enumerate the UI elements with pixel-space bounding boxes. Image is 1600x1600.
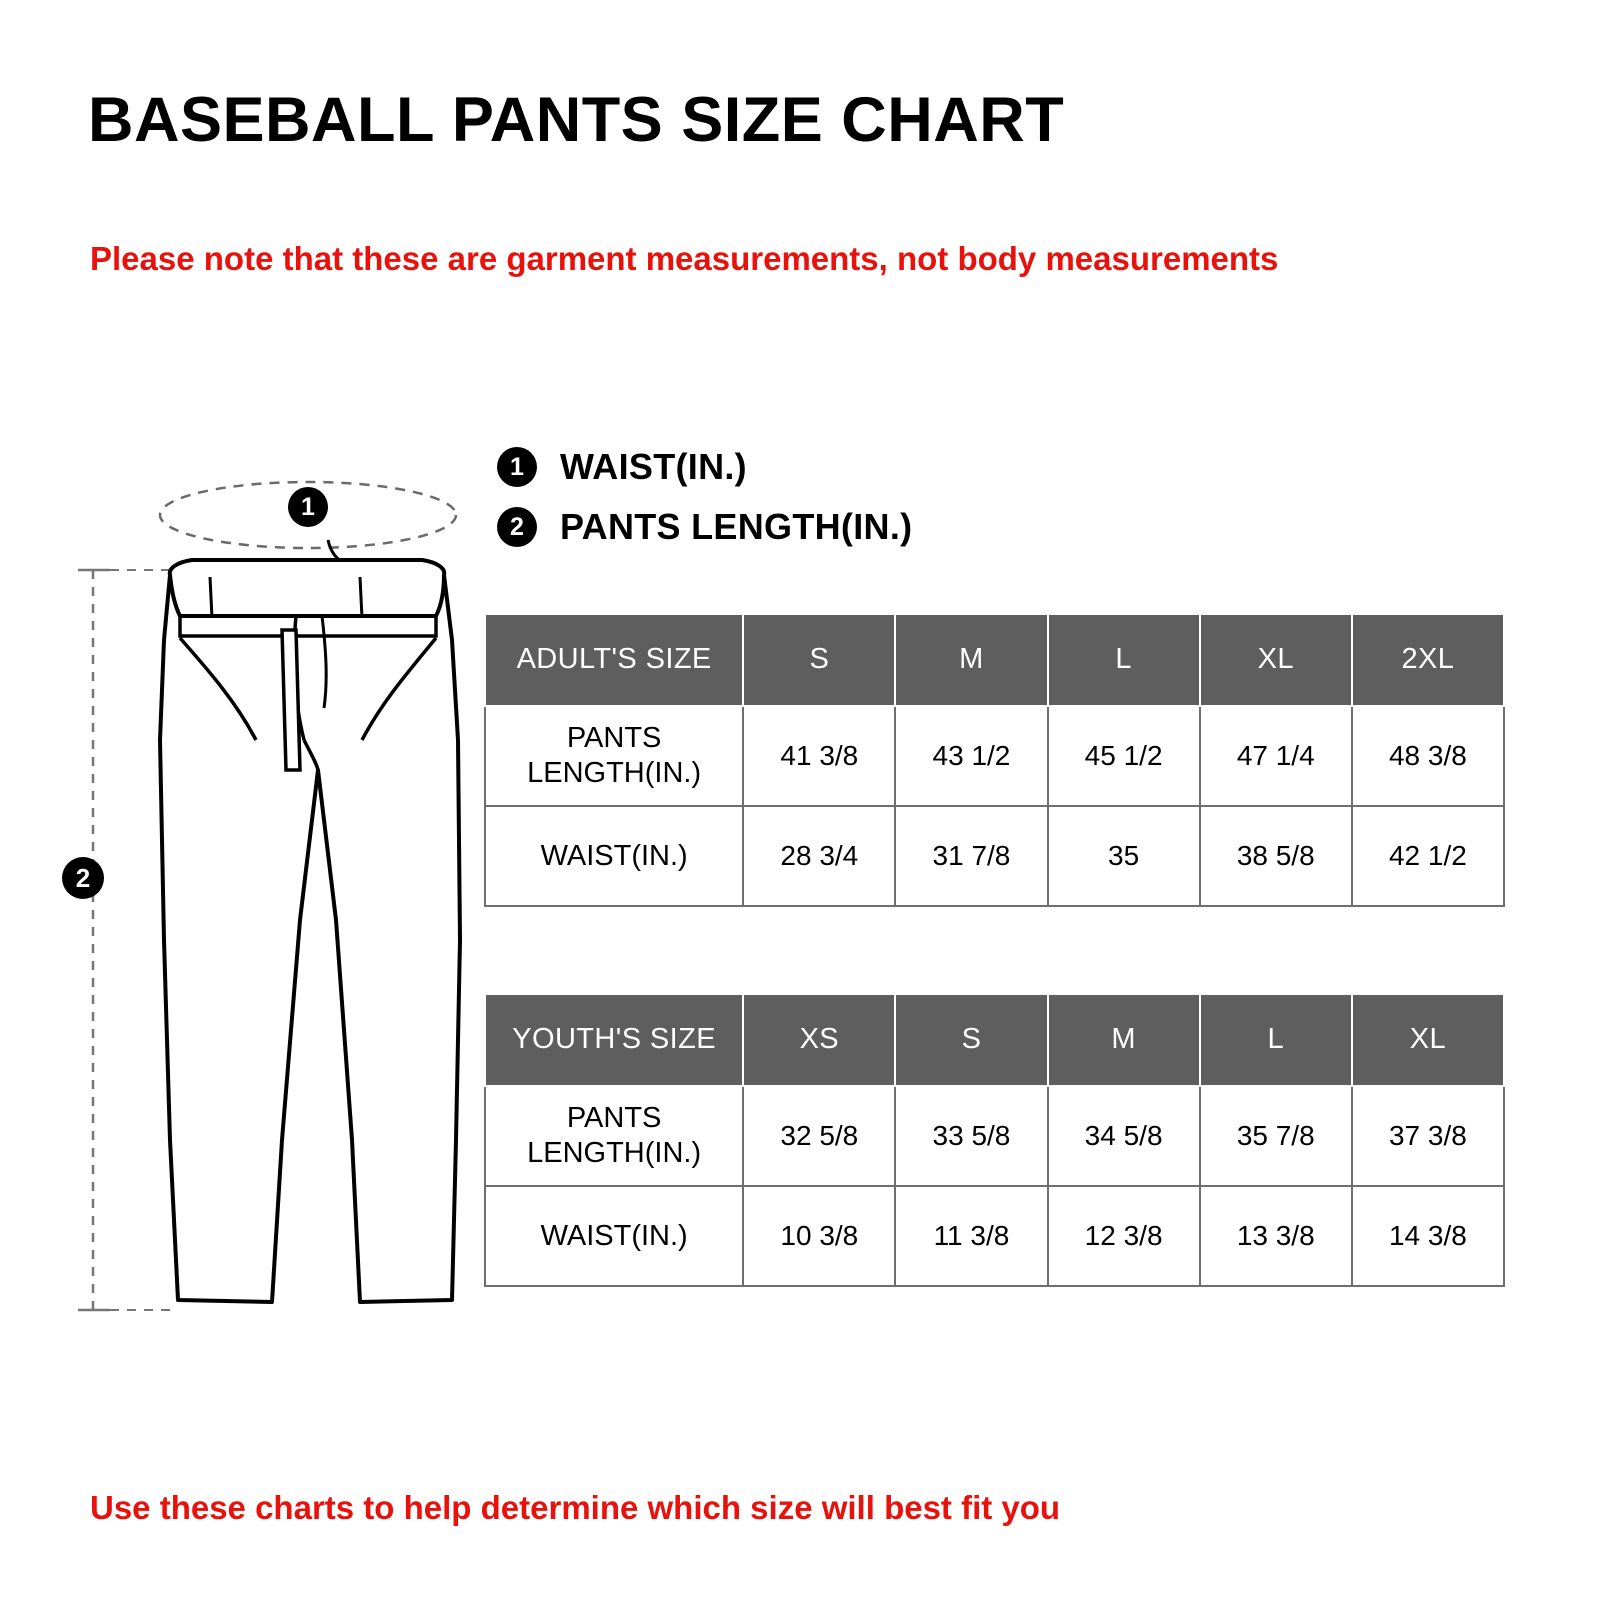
page-title: BASEBALL PANTS SIZE CHART — [88, 85, 1065, 155]
marker-waist-number-icon: 1 — [288, 487, 328, 527]
table-header-row — [485, 614, 1504, 706]
adults-row-label-waist: WAIST(IN.) — [485, 806, 743, 906]
youth-pants-length-xs: 32 5/8 — [743, 1086, 895, 1186]
footer-note: Use these charts to help determine which size will best fit you — [90, 1489, 1061, 1526]
number-2-icon: 2 — [497, 507, 537, 547]
table-row — [485, 806, 1504, 906]
garment-measurement-note: Please note that these are garment measurements, not body measurements — [90, 240, 1279, 277]
adults-col-l: L — [1048, 614, 1200, 706]
table-row — [485, 1186, 1504, 1286]
youth-waist-xl: 14 3/8 — [1352, 1186, 1504, 1286]
adults-size-header: ADULT'S SIZE — [485, 614, 743, 706]
youth-size-table — [484, 993, 1505, 1287]
adults-waist-l: 35 — [1048, 806, 1200, 906]
adults-row-label-pants-length: PANTS LENGTH(IN.) — [485, 706, 743, 806]
number-1-icon: 1 — [497, 447, 537, 487]
legend — [497, 446, 912, 566]
youth-col-l: L — [1200, 994, 1352, 1086]
youth-size-header: YOUTH'S SIZE — [485, 994, 743, 1086]
youth-col-xs: XS — [743, 994, 895, 1086]
youth-pants-length-m: 34 5/8 — [1048, 1086, 1200, 1186]
adults-col-s: S — [743, 614, 895, 706]
pants-diagram — [60, 440, 490, 1330]
adults-waist-m: 31 7/8 — [895, 806, 1047, 906]
table-row — [485, 1086, 1504, 1186]
adults-pants-length-l: 45 1/2 — [1048, 706, 1200, 806]
table-row — [485, 706, 1504, 806]
adults-pants-length-xl: 47 1/4 — [1200, 706, 1352, 806]
adults-pants-length-s: 41 3/8 — [743, 706, 895, 806]
youth-waist-l: 13 3/8 — [1200, 1186, 1352, 1286]
marker-length-number-icon: 2 — [62, 857, 104, 899]
youth-col-s: S — [895, 994, 1047, 1086]
adults-pants-length-m: 43 1/2 — [895, 706, 1047, 806]
legend-item-waist — [497, 446, 912, 488]
youth-row-label-pants-length: PANTS LENGTH(IN.) — [485, 1086, 743, 1186]
legend-item-pants-length — [497, 506, 912, 548]
youth-row-label-waist: WAIST(IN.) — [485, 1186, 743, 1286]
adults-col-m: M — [895, 614, 1047, 706]
youth-pants-length-s: 33 5/8 — [895, 1086, 1047, 1186]
adults-col-2xl: 2XL — [1352, 614, 1504, 706]
youth-waist-s: 11 3/8 — [895, 1186, 1047, 1286]
youth-waist-xs: 10 3/8 — [743, 1186, 895, 1286]
youth-col-m: M — [1048, 994, 1200, 1086]
table-header-row — [485, 994, 1504, 1086]
youth-pants-length-l: 35 7/8 — [1200, 1086, 1352, 1186]
adults-pants-length-2xl: 48 3/8 — [1352, 706, 1504, 806]
adults-waist-xl: 38 5/8 — [1200, 806, 1352, 906]
legend-label-waist: WAIST(IN.) — [560, 446, 747, 487]
youth-col-xl: XL — [1352, 994, 1504, 1086]
adults-waist-s: 28 3/4 — [743, 806, 895, 906]
adults-size-table — [484, 613, 1505, 907]
adults-col-xl: XL — [1200, 614, 1352, 706]
youth-pants-length-xl: 37 3/8 — [1352, 1086, 1504, 1186]
legend-label-pants-length: PANTS LENGTH(IN.) — [560, 506, 913, 547]
adults-waist-2xl: 42 1/2 — [1352, 806, 1504, 906]
pants-illustration-svg — [60, 440, 490, 1330]
youth-waist-m: 12 3/8 — [1048, 1186, 1200, 1286]
